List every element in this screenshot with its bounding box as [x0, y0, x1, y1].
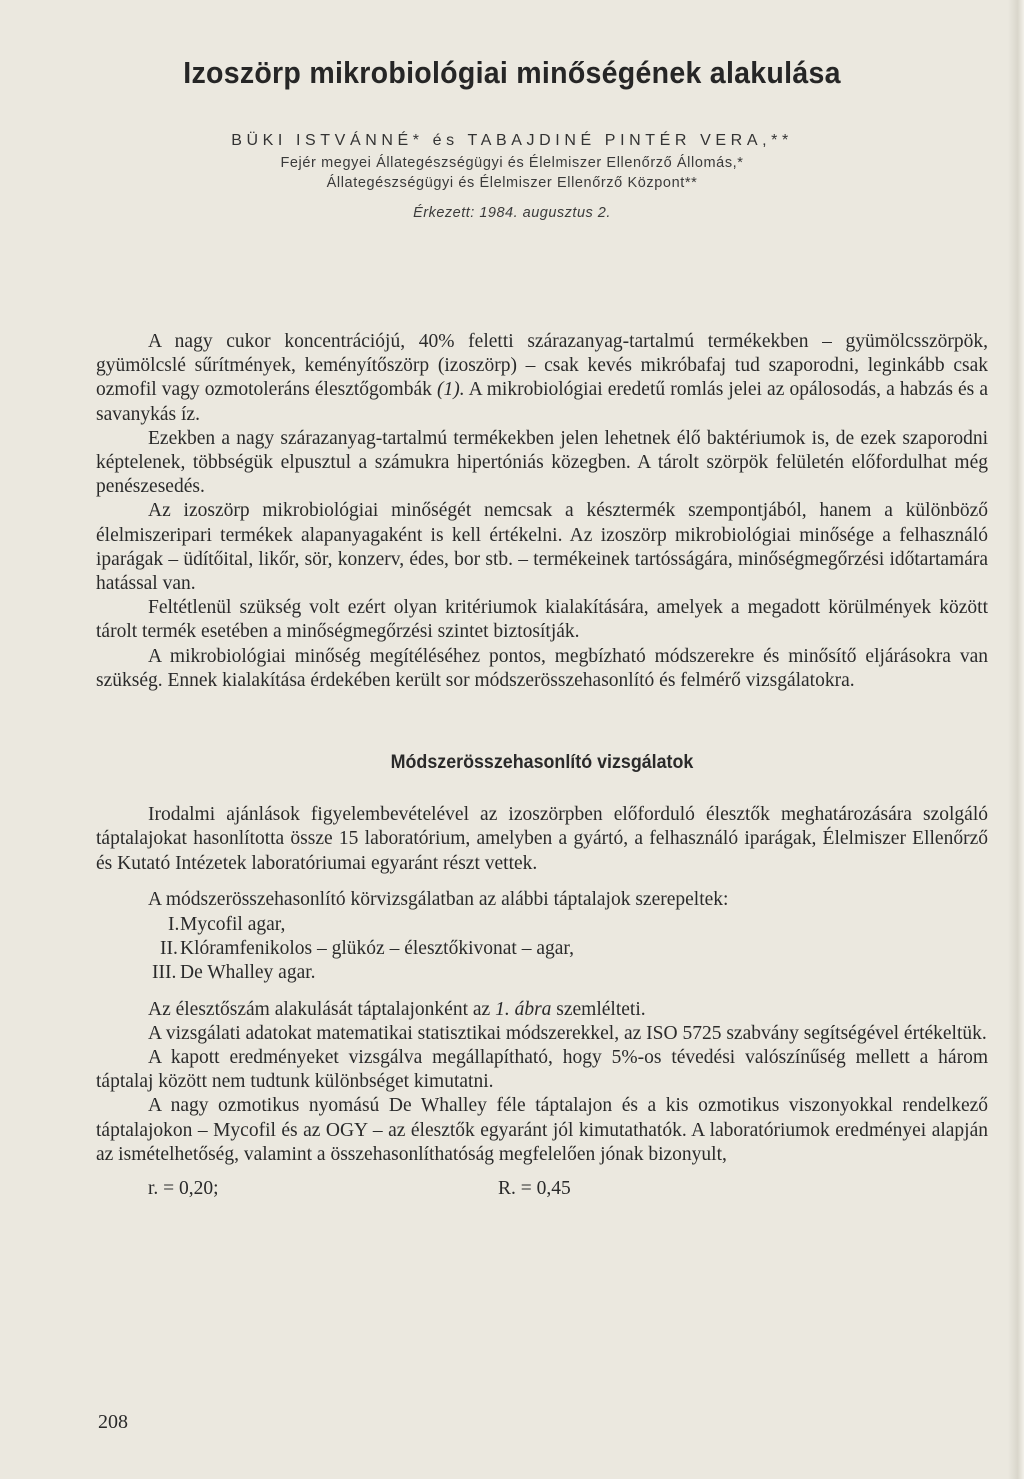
reference-marker: (1). [436, 379, 465, 401]
affiliation-1: Fejér megyei Állategészségügyi és Élelmiszer Ellenőrző Állomás,* [280, 155, 744, 171]
intro-paragraph-3: Az izoszörp mikrobiológiai minőségét nemcsak a késztermék szempontjából, hanem a különböző élelmiszeripari termékek alapanyagaként is kell értékelni. Az izoszörp mikrobiológiai minősége a felhasználó iparágak – üdítőital, likőr, sör, konzerv, édes, bor stb. – termékeinek tartósságára, minőségmegőrzési időtartamára hatással van. [96, 500, 988, 595]
section-paragraph-2: A módszerösszehasonlító körvizsgálatban az alábbi táptalajok szerepeltek: [148, 888, 729, 910]
section-paragraph-5: A kapott eredményeket vizsgálva megállapítható, hogy 5%-os tévedési valószínűség mellett a három táptalaj között nem tudtunk különbséget kimutatni. [96, 1047, 988, 1093]
list-item: I.Mycofil agar, [168, 914, 286, 936]
list-item: II. Klóramfenikolos – glükóz – élesztőkivonat – agar, [160, 938, 574, 960]
figure-reference: 1. ábra [495, 998, 552, 1020]
received-date: Érkezett: 1984. augusztus 2. [413, 205, 611, 221]
repeatability-value: r. = 0,20; [148, 1178, 219, 1200]
section-heading: Módszerösszehasonlító vizsgálatok [390, 752, 694, 774]
section-paragraph-3: Az élesztőszám alakulását táptalajonként az 1. ábra szemlélteti. [148, 998, 646, 1020]
article-body [96, 330, 988, 1207]
page-number: 208 [98, 1411, 128, 1433]
affiliation-2: Állategészségügyi és Élelmiszer Ellenőrző Központ** [326, 175, 698, 191]
intro-paragraph-2: Ezekben a nagy szárazanyag-tartalmú termékekben jelen lehetnek élő baktériumok is, de ezek szaporodni képtelenek, többségük elpusztul a számukra hipertóniás közegben. A tárolt szörpök felületén előfordulhat még penészesedés. [96, 427, 988, 498]
intro-paragraph-5: A mikrobiológiai minőség megítéléséhez pontos, megbízható módszerekre és minősítő eljárásokra van szükség. Ennek kialakítása érdekében került sor módszerösszehasonlító és felmérő vizsgálatokra. [96, 645, 988, 691]
section-paragraph-1: Irodalmi ajánlások figyelembevételével az izoszörpben előforduló élesztők meghatározására szolgáló táptalajokat hasonlította össze 15 laboratórium, amelyben a gyártó, a felhasználó iparágak, Élelmiszer Ellenőrző és Kutató Intézetek laboratóriumai egyaránt részt vettek. [96, 804, 988, 874]
section-paragraph-4: A vizsgálati adatokat matematikai statisztikai módszerekkel, az ISO 5725 szabvány segítségével értékeltük. [148, 1022, 987, 1044]
list-item: III. De Whalley agar. [152, 962, 316, 984]
author-line: BÜKI ISTVÁNNÉ* és TABAJDINÉ PINTÉR VERA,** [231, 132, 793, 149]
article-title: Izoszörp mikrobiológiai minőségének alakulása [183, 55, 841, 90]
media-list [96, 913, 988, 986]
formula-line [96, 1177, 988, 1207]
page-edge [1008, 0, 1024, 1479]
intro-paragraph-1: A nagy cukor koncentrációjú, 40% feletti szárazanyag-tartalmú termékekben – gyümölcsszörpök, gyümölcslé sűrítmények, keményítőszörp (izoszörp) – csak kevés mikróbafaj tud szaporodni, leginkább csak ozmofil vagy ozmotoleráns élesztőgombák (1). A mikrobiológiai eredetű romlás jelei az opálosodás, a habzás és a savanykás íz. [96, 331, 989, 425]
reproducibility-value: R. = 0,45 [498, 1178, 571, 1200]
section-paragraph-6: A nagy ozmotikus nyomású De Whalley féle táptalajon és a kis ozmotikus viszonyokkal rendelkező táptalajokon – Mycofil és az OGY – az élesztők egyaránt jól kimutathatók. A laboratóriumok eredményei alapján az ismételhetőség, valamint a összehasonlíthatóság megfelelően jónak bizonyult, [96, 1095, 988, 1165]
intro-paragraph-4: Feltétlenül szükség volt ezért olyan kritériumok kialakítására, amelyek a megadott körülmények között tárolt termék esetében a minőségmegőrzési szintet biztosítják. [96, 597, 988, 643]
